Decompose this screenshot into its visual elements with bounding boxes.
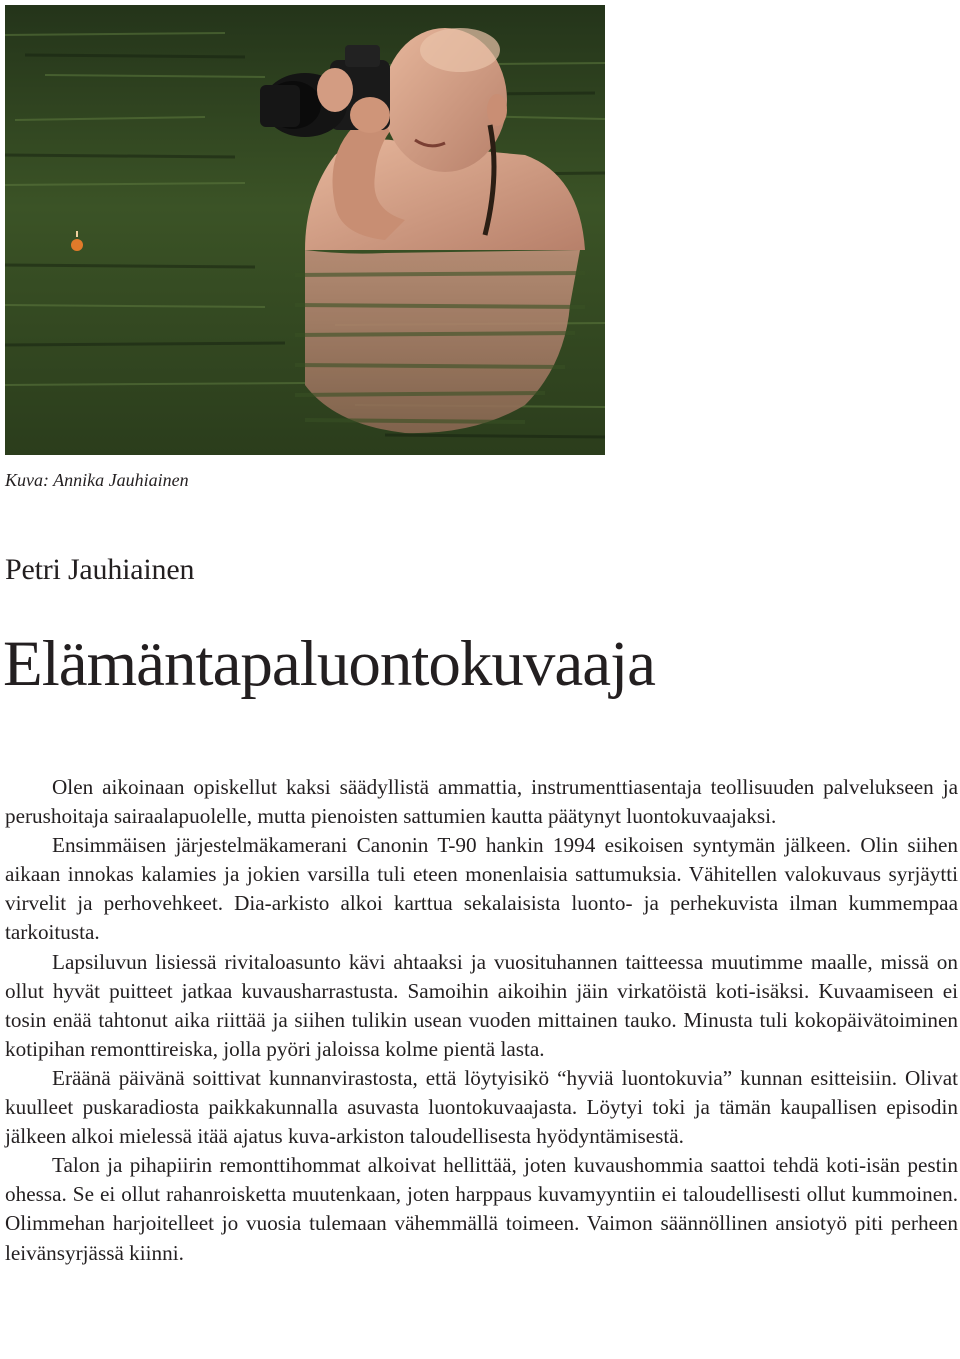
article-photo <box>5 5 605 455</box>
fishing-float-icon <box>71 239 83 251</box>
paragraph: Eräänä päivänä soittivat kunnanvirastosta, että löytyisikö “hyviä luontokuvia” kunnan esitteisiin. Olivat kuulleet puskaradiosta paikkakunnalla asuvasta luontokuvaajasta. Löytyi toki ja tämän kaupallisen episodin jälkeen alkoi mielessä itää ajatus kuva-arkiston taloudellisesta hyödyntämisestä. <box>5 1065 958 1149</box>
paragraph: Ensimmäisen järjestelmäkamerani Canonin T-90 hankin 1994 esikoisen syntymän jälkeen. Olin siihen aikaan innokas kalamies ja jokien varsilla tuli eteen monenlaisia sattumuksia. Vähitellen valokuvaus syrjäytti virvelit ja perhovehkeet. Dia-arkisto alkoi karttua sekalaisista luonto- ja perhekuvista ilman kummempaa tarkoitusta. <box>5 833 958 945</box>
author-name: Petri Jauhiainen <box>5 553 195 586</box>
paragraph: Olen aikoinaan opiskellut kaksi säädyllistä ammattia, instrumenttiasentaja teollisuuden palvelukseen ja perushoitaja sairaalapuolelle, mutta pienoisten sattumien kautta päätynyt luontokuvaajaksi. <box>5 775 958 829</box>
paragraph: Lapsiluvun lisiessä rivitaloasunto kävi ahtaaksi ja vuosituhannen taitteessa muutimme maalle, missä on ollut hyvät puitteet jatkaa kuvausharrastusta. Samoihin aikoihin jäin virkatöistä koti-isäksi. Kuvaamiseen ei tosin enää tahtonut aika riittää ja siihen tulikin usean vuoden mittainen tauko. Minusta tuli kokopäivätoiminen kotipihan remonttireiska, jolla pyöri jaloissa kolme pientä lasta. <box>5 949 958 1061</box>
photo-caption: Kuva: Annika Jauhiainen <box>5 470 189 490</box>
article-headline: Elämäntapaluontokuvaaja <box>3 628 656 700</box>
article-body <box>5 773 958 1268</box>
photographer-in-water-image <box>5 5 605 455</box>
paragraph: Talon ja pihapiirin remonttihommat alkoivat hellittää, joten kuvaushommia saattoi tehdä koti-isän pestin ohessa. Se ei ollut rahanroisketta muutenkaan, joten harppaus kuvamyyntiin ei taloudellisesti ollut kummoinen. Olimmehan harjoitelleet jo vuosia tulemaan vähemmällä toimeen. Vaimon säännöllinen ansiotyö piti perheen leivänsyrjässä kiinni. <box>5 1153 958 1265</box>
